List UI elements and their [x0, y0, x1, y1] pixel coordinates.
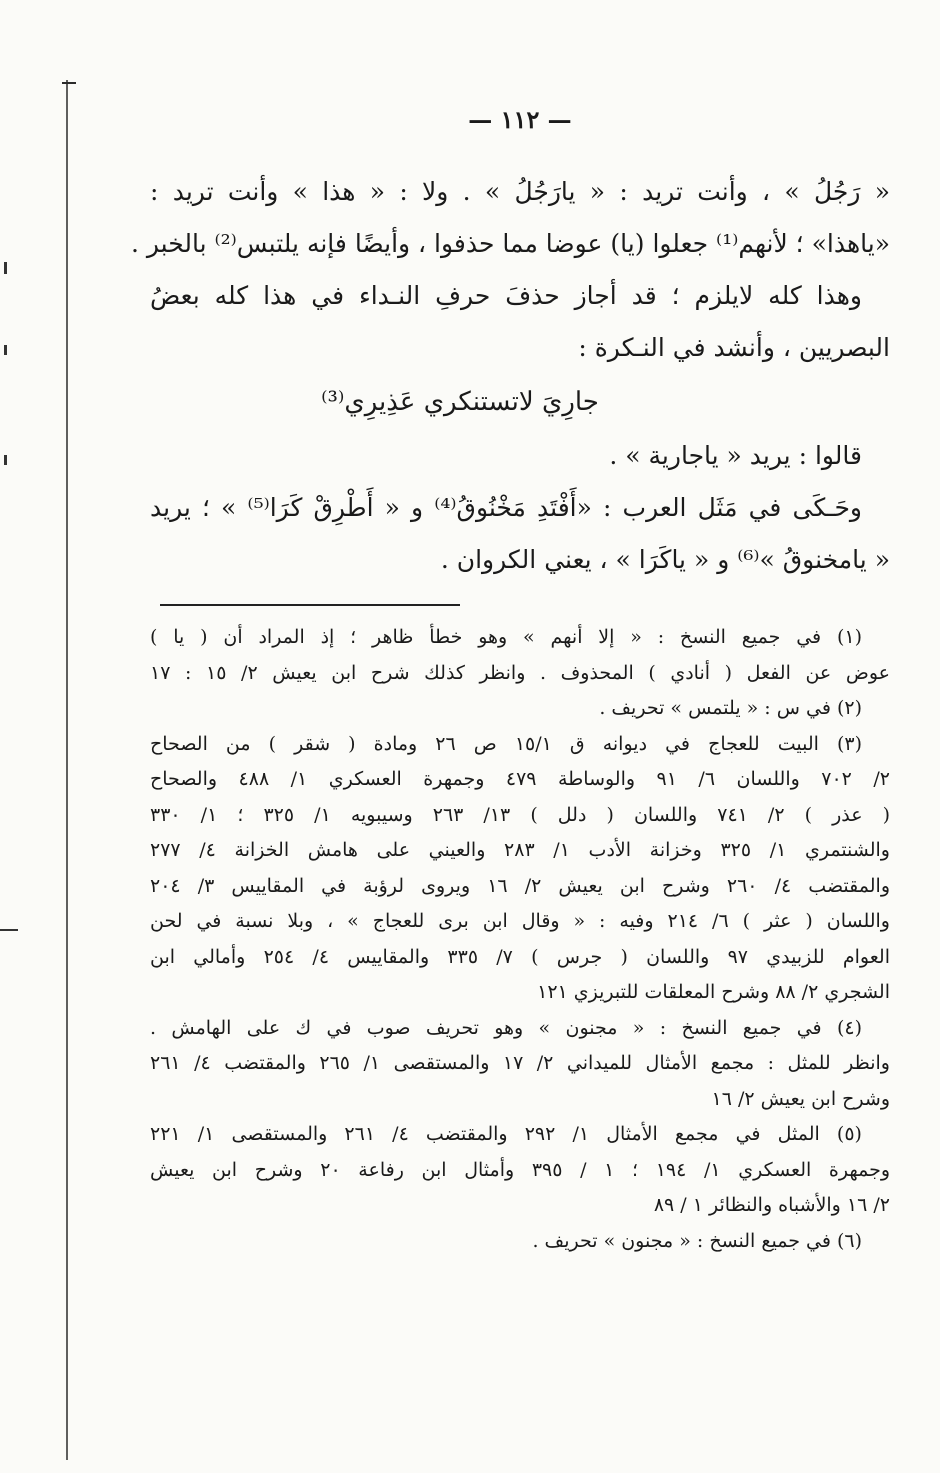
body-line: البصريين ، وأنشد في النـكرة : [578, 333, 890, 362]
footnote-line: والمقتضب ٤/ ٢٦٠ وشرح ابن يعيش ٢/ ١٦ ويروى لرؤبة في المقاييس ٣/ ٢٠٤ [150, 874, 890, 897]
body-line: « رَجُلُ » ، وأنت تريد : « يارَجُلُ » . ولا : « هذا » وأنت تريد : [150, 177, 890, 206]
footnote-line: (٤) في جميع النسخ : « مجنون » وهو تحريف صوب في ك على الهامش . [150, 1016, 862, 1039]
footnote-line: ٢/ ١٦ والأشباه والنظائر ١ / ٨٩ [653, 1194, 890, 1216]
footnote-line: وجمهرة العسكري ١/ ١٩٤ ؛ ١ / ٣٩٥ وأمثال ابن رفاعة ٢٠ وشرح ابن يعيش [150, 1158, 891, 1181]
margin-mark [0, 929, 18, 931]
footnote-2 [150, 691, 890, 727]
footnote-line: (١) في جميع النسخ : « إلا أنهم » وهو خطأ ظاهر ؛ إذ المراد أن ( يا ) [150, 626, 862, 648]
footnote-6 [150, 1224, 890, 1260]
footnote-line: (٣) البيت للعجاج في ديوانه ق ١٥/١ ص ٢٦ ومادة ( شقر ) من الصحاح [150, 732, 863, 755]
margin-mark [4, 262, 7, 274]
page-number: — ١١٢ — [468, 105, 572, 134]
footnote-line: ( عذر ) ٢/ ٧٤١ واللسان ( دلل ) ١٣/ ٢٦٣ وسيبويه ١/ ٣٢٥ ؛ ١/ ٣٣٠ [150, 803, 891, 826]
footnote-line: الشجري ٢/ ٨٨ وشرح المعلقات للتبريزي ١٢١ [537, 981, 890, 1003]
binding-edge-line [66, 80, 68, 1460]
body-line: « يامخنوقُ »⁽⁶⁾ و « ياكَرَا » ، يعني الكروان . [440, 545, 890, 574]
footnote-line: وشرح ابن يعيش ٢/ ١٦ [711, 1087, 890, 1110]
footnote-line: العوام للزبيدي ٩٧ واللسان ( جرس ) ٧/ ٣٣٥ والمقاييس ٤/ ٢٥٤ وأمالي ابن [150, 945, 890, 968]
body-line: وهذا كله لايلزم ؛ قد أجاز حذفَ حرفِ النـداء في هذا كله بعضُ [150, 281, 862, 310]
footnote-4 [150, 1011, 890, 1118]
footnote-divider [160, 604, 460, 606]
footnote-line: ٢/ ٧٠٢ واللسان ٦/ ٩١ والوساطة ٤٧٩ وجمهرة العسكري ١/ ٤٨٨ والصحاح [150, 768, 890, 790]
body-line: وحَـكَى في مَثَل العرب : «أَفْتَدِ مَخْنُوقُ⁽⁴⁾ و « أَطْرِقْ كَرَا⁽⁵⁾ » ؛ يريد [150, 493, 862, 522]
footnote-line: عوض عن الفعل ( أنادي ) المحذوف . وانظر كذلك شرح ابن يعيش ٢/ ١٥ : ١٧ [150, 661, 890, 684]
body-line: قالوا : يريد « ياجارية » . [609, 441, 862, 470]
footnote-line: (٥) المثل في مجمع الأمثال ١/ ٢٩٢ والمقتضب ٤/ ٢٦١ والمستقصى ١/ ٢٢١ [150, 1123, 862, 1145]
footnote-3 [150, 727, 890, 1011]
footnote-line: (٦) في جميع النسخ : « مجنون » تحريف . [532, 1229, 862, 1252]
body-line: «ياهذا» ؛ لأنهم⁽¹⁾ جعلوا (يا) عوضا مما حذفوا ، وأيضًا فإنه يلتبس⁽²⁾ بالخبر . [130, 229, 890, 258]
footnotes [150, 620, 890, 1259]
footnote-line: (٢) في س : « يلتمس » تحريف . [599, 697, 862, 719]
footnote-line: والشنتمري ١/ ٣٢٥ وخزانة الأدب ١/ ٢٨٣ والعيني على هامش الخزانة ٤/ ٢٧٧ [150, 839, 890, 861]
margin-mark [4, 455, 7, 465]
verse-line: جارِيَ لاتستنكري عَذِيرِي⁽³⁾ [321, 387, 599, 417]
binding-edge-tick [62, 82, 76, 84]
footnote-line: واللسان ( عثر ) ٦/ ٢١٤ وفيه : « وقال ابن برى للعجاج » ، وبلا نسبة في لحن [150, 910, 890, 932]
footnote-5 [150, 1117, 890, 1224]
footnote-line: وانظر للمثل : مجمع الأمثال للميداني ٢/ ١٧ والمستقصى ١/ ٢٦٥ والمقتضب ٤/ ٢٦١ [150, 1052, 890, 1074]
book-page [130, 100, 891, 1259]
footnote-1 [150, 620, 890, 691]
margin-mark [4, 345, 7, 355]
main-text [130, 166, 890, 586]
